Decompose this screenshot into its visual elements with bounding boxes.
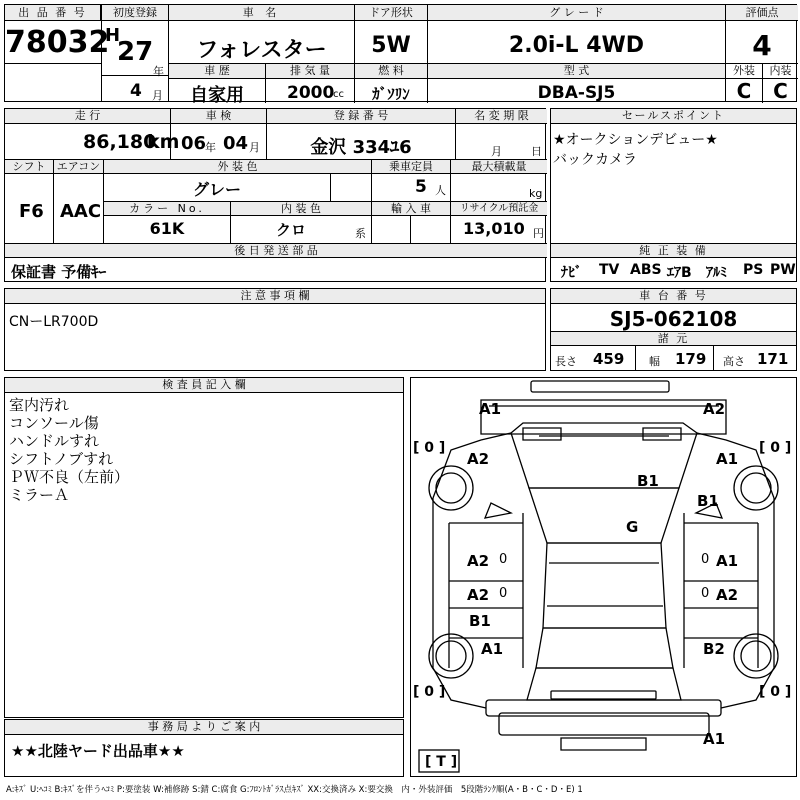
chassis-panel <box>550 288 797 371</box>
damage-legend: A:ｷｽﾞ U:ﾍｺﾐ B:ｷｽﾞを伴うﾍｺﾐ P:要塗装 W:補修跡 S:錆 C:腐食 G:ﾌﾛﾝﾄｶﾞﾗｽ点ｷｽﾞ XX:交換済み X:要交換 内・外装評価 5段階ﾗﾝｸ順(A・B・C・D・E) 1 <box>6 785 583 795</box>
tire-mark: [ 0 ] <box>759 684 792 700</box>
score-label: 評価点 <box>726 5 798 21</box>
capacity: 5 <box>415 177 427 197</box>
import-label: 輸 入 車 <box>372 202 450 216</box>
inspector-panel <box>4 377 404 718</box>
displacement-label: 排 気 量 <box>266 64 354 78</box>
length: 459 <box>593 350 625 368</box>
office-label: 事 務 局 よ り ご 案 内 <box>5 720 403 735</box>
year-unit: 年 <box>153 65 164 78</box>
ac-label: エアコン <box>54 160 103 174</box>
inspection-year-unit: 年 <box>205 141 216 154</box>
inspection-label: 車 検 <box>171 109 266 124</box>
header-panel <box>4 4 797 106</box>
door-mark: 0 <box>701 552 710 567</box>
lot-no-label: 出 品 番 号 <box>5 5 101 21</box>
history-label: 車 歴 <box>169 64 265 78</box>
air-conditioner: AAC <box>60 201 102 222</box>
history: 自家用 <box>190 85 244 106</box>
exterior-color: グレー <box>192 180 241 199</box>
grade: 2.0i-L 4WD <box>508 33 645 58</box>
damage-mark: B2 <box>703 640 725 658</box>
door-type: 5W <box>371 33 411 58</box>
damage-mark: A1 <box>716 552 739 570</box>
details-panel <box>4 108 546 282</box>
interior-color: クロ <box>275 221 306 239</box>
registration-number: 金沢 334ﾕ6 <box>310 137 412 158</box>
shift-label: シフト <box>5 160 53 174</box>
month-unit: 月 <box>152 89 163 102</box>
damage-mark: A2 <box>716 586 739 604</box>
inspection-month-unit: 月 <box>249 141 260 154</box>
damage-mark: A1 <box>481 640 504 658</box>
car-name-label: 車 名 <box>169 5 354 21</box>
sales-point-line-2: バックカメラ <box>553 152 637 168</box>
height: 171 <box>757 350 789 368</box>
later-parts: 保証書 予備ｷｰ <box>11 263 107 281</box>
door-mark: 0 <box>701 586 710 601</box>
equipment-ps: PS <box>743 262 764 278</box>
height-label: 高さ <box>723 355 745 368</box>
equipment-alloy: ｱﾙﾐ <box>706 265 727 281</box>
inspector-note: ハンドルすれ <box>9 432 100 450</box>
color-label: 外 装 色 <box>104 160 371 174</box>
score: 4 <box>752 29 772 62</box>
shift: F6 <box>19 201 44 222</box>
damage-mark: A1 <box>716 450 739 468</box>
damage-mark: B1 <box>697 492 719 510</box>
length-label: 長さ <box>555 355 577 368</box>
damage-mark: A1 <box>703 730 726 748</box>
equipment-pw: PW <box>770 262 796 278</box>
car-outline-diagram <box>411 378 796 776</box>
capacity-unit: 人 <box>435 184 446 197</box>
recycle-deposit: 13,010 <box>463 219 525 238</box>
displacement: 2000 <box>287 83 335 103</box>
inspection-year: 06 <box>181 133 207 154</box>
name-change-label: 名 変 期 限 <box>456 109 547 124</box>
lot-number: 78032 <box>5 25 110 60</box>
tire-mark: [ 0 ] <box>413 440 446 456</box>
recycle-label: リサイクル預託金 <box>451 202 547 216</box>
mileage: 86,180 <box>83 131 157 153</box>
interior-grade: C <box>773 79 788 103</box>
inspector-note: ミラーＡ <box>9 486 70 504</box>
chassis-label: 車 台 番 号 <box>551 289 796 304</box>
damage-mark: B1 <box>469 612 491 630</box>
name-change-month-unit: 月 <box>491 145 502 158</box>
name-change-day-unit: 日 <box>531 145 542 158</box>
equipment-abs: ABS <box>630 262 662 278</box>
caution-label: 注 意 事 項 欄 <box>5 289 545 304</box>
equipment-label: 純 正 装 備 <box>551 244 796 258</box>
era: H <box>105 25 121 46</box>
equipment-airbag: ｴｱB <box>667 265 692 281</box>
capacity-label: 乗車定員 <box>372 160 450 174</box>
damage-mark: B1 <box>637 472 659 490</box>
first-reg-year: 27 <box>117 37 154 67</box>
caution-text: CNーLR700D <box>9 314 99 330</box>
max-load-unit: kg <box>529 187 543 200</box>
door-mark: 0 <box>499 552 508 567</box>
damage-mark: A2 <box>467 450 490 468</box>
tire-mark: [ 0 ] <box>413 684 446 700</box>
damage-mark: A2 <box>467 552 490 570</box>
model: DBA-SJ5 <box>537 83 616 103</box>
office-text: ★★北陸ヤード出品車★★ <box>11 742 185 760</box>
width: 179 <box>675 350 707 368</box>
recycle-unit: 円 <box>533 227 544 240</box>
damage-mark: G <box>626 518 639 536</box>
damage-mark: A2 <box>467 586 490 604</box>
first-reg-month: 4 <box>130 81 142 101</box>
first-reg-label: 初度登録 <box>102 5 168 21</box>
width-label: 幅 <box>649 355 660 368</box>
displacement-unit: cc <box>333 89 344 100</box>
inspection-month: 04 <box>223 133 249 154</box>
car-name: フォレスター <box>196 38 327 63</box>
door-label: ドア形状 <box>355 5 427 21</box>
chassis-number: SJ5-062108 <box>609 307 738 331</box>
equipment-tv: TV <box>599 262 620 278</box>
exterior-label: 外装 <box>733 64 755 77</box>
fuel: ｶﾞｿﾘﾝ <box>372 85 410 103</box>
mileage-unit: km <box>147 131 180 153</box>
sales-point-label: セールスポイント <box>551 109 796 124</box>
later-parts-label: 後 日 発 送 部 品 <box>5 244 547 258</box>
spare-tire-mark: [ T ] <box>425 754 458 770</box>
int-color-unit: 系 <box>355 227 366 240</box>
door-mark: 0 <box>499 586 508 601</box>
sales-point-line-1: ★オークションデビュー★ <box>553 132 718 148</box>
caution-panel <box>4 288 546 371</box>
damage-mark: A2 <box>703 400 726 418</box>
dims-label: 諸 元 <box>551 332 796 346</box>
damage-mark: A1 <box>479 400 502 418</box>
tire-mark: [ 0 ] <box>759 440 792 456</box>
inspector-note: シフトノブすれ <box>9 450 114 468</box>
equipment-nav: ﾅﾋﾞ <box>561 265 582 281</box>
inspector-label: 検 査 員 記 入 欄 <box>5 378 403 393</box>
color-number: 61K <box>149 219 185 238</box>
model-label: 型 式 <box>428 64 725 78</box>
mileage-label: 走 行 <box>5 109 170 124</box>
exterior-grade: C <box>736 79 752 103</box>
grade-label: グ レ ー ド <box>428 5 725 21</box>
int-color-label: 内 装 色 <box>231 202 371 216</box>
office-panel <box>4 719 404 777</box>
inspector-note: コンソール傷 <box>9 414 99 432</box>
color-no-label: カラー No. <box>104 202 230 216</box>
inspector-note: ＰＷ不良（左前） <box>9 468 130 486</box>
sales-point-panel <box>550 108 797 282</box>
inspector-note: 室内汚れ <box>9 396 70 414</box>
reg-no-label: 登 録 番 号 <box>267 109 455 124</box>
max-load-label: 最大積載量 <box>451 160 547 174</box>
damage-diagram-panel <box>410 377 797 777</box>
interior-label: 内装 <box>769 64 792 77</box>
fuel-label: 燃 料 <box>355 64 427 78</box>
